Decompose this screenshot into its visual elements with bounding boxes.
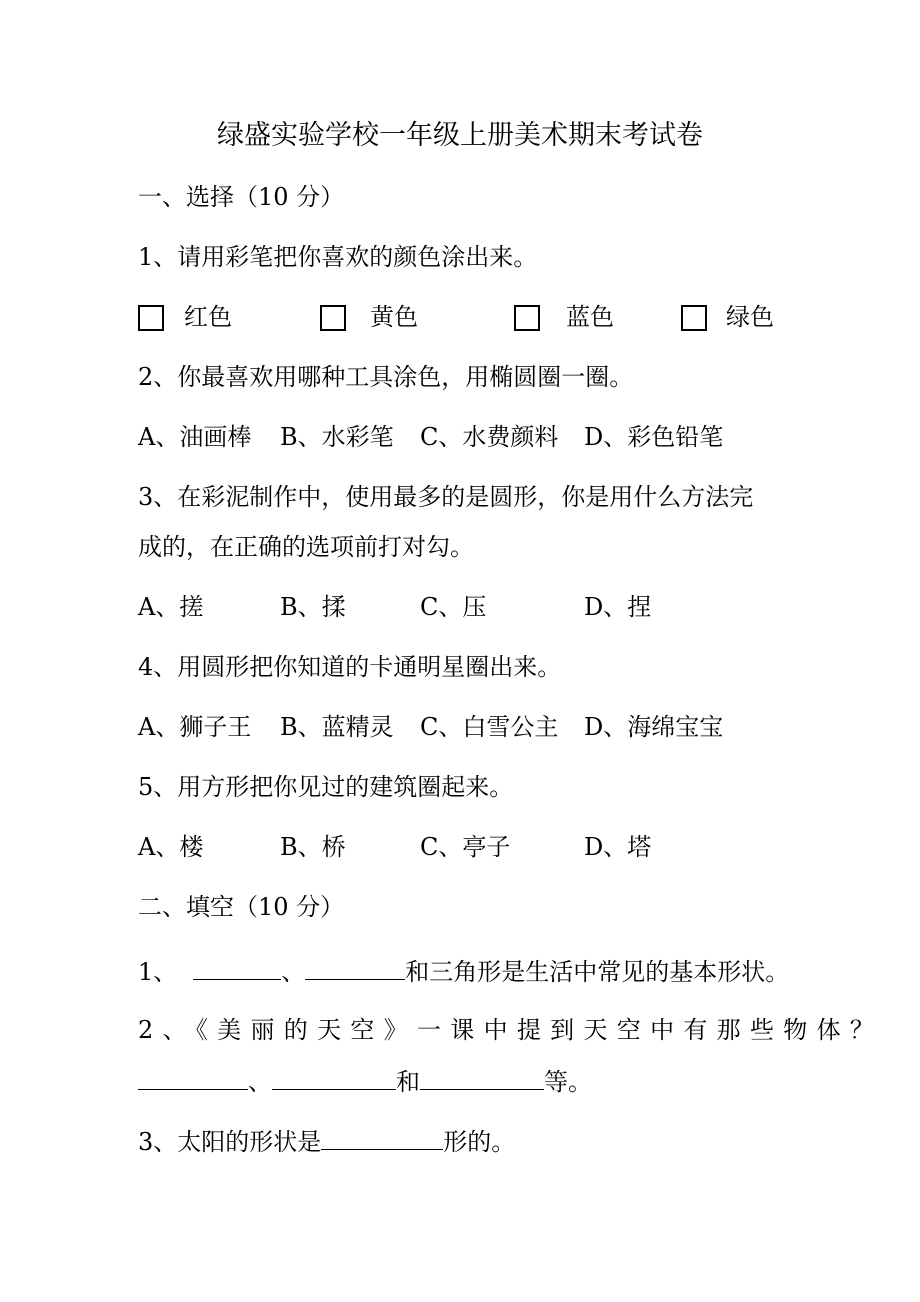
question-5: 5、用方形把你见过的建筑圈起来。	[138, 773, 514, 801]
q5-option-a[interactable]: A、楼	[138, 833, 204, 861]
q3-option-b[interactable]: B、揉	[280, 593, 346, 621]
checkbox-red[interactable]	[138, 305, 164, 331]
q5-option-c[interactable]: C、亭子	[420, 833, 511, 861]
fill-q2-blank-2[interactable]	[272, 1065, 396, 1090]
q4-option-b[interactable]: B、蓝精灵	[280, 713, 394, 741]
option-blue: 蓝色	[566, 303, 614, 331]
q4-option-a[interactable]: A、狮子王	[138, 713, 252, 741]
q2-option-c[interactable]: C、水费颜料	[420, 423, 559, 451]
color-options-row	[138, 302, 798, 334]
q4-option-c[interactable]: C、白雪公主	[420, 713, 559, 741]
option-green: 绿色	[726, 303, 774, 331]
fill-q1-sep: 、	[281, 958, 306, 986]
q5-option-d[interactable]: D、塔	[584, 833, 652, 861]
fill-q2-and: 和	[396, 1068, 420, 1096]
fill-q3-suffix: 形的。	[443, 1128, 516, 1156]
option-yellow: 黄色	[370, 303, 418, 331]
q5-option-b[interactable]: B、桥	[280, 833, 346, 861]
question-1: 1、请用彩笔把你喜欢的颜色涂出来。	[138, 243, 538, 271]
q4-options-row	[138, 712, 778, 742]
fill-question-1	[138, 955, 789, 987]
question-2: 2、你最喜欢用哪种工具涂色，用椭圆圈一圈。	[138, 363, 634, 391]
question-4: 4、用圆形把你知道的卡通明星圈出来。	[138, 653, 562, 681]
fill-q1-blank-2[interactable]	[305, 955, 405, 980]
fill-q2-suffix: 等。	[544, 1068, 592, 1096]
fill-q3-blank[interactable]	[321, 1125, 443, 1150]
question-3-line2: 成的，在正确的选项前打对勾。	[138, 533, 474, 561]
fill-q2-blank-1[interactable]	[138, 1065, 248, 1090]
q2-options-row	[138, 422, 778, 452]
fill-q1-suffix: 和三角形是生活中常见的基本形状。	[405, 958, 790, 986]
checkbox-green[interactable]	[681, 305, 707, 331]
option-red: 红色	[184, 303, 232, 331]
question-3-line1: 3、在彩泥制作中，使用最多的是圆形，你是用什么方法完	[138, 483, 754, 511]
checkbox-yellow[interactable]	[320, 305, 346, 331]
fill-q2-blank-3[interactable]	[420, 1065, 544, 1090]
section2-heading: 二、填空（10 分）	[138, 893, 345, 921]
q3-option-c[interactable]: C、压	[420, 593, 487, 621]
fill-q2-sep: 、	[248, 1068, 272, 1096]
q4-option-d[interactable]: D、海绵宝宝	[584, 713, 724, 741]
q2-option-d[interactable]: D、彩色铅笔	[584, 423, 724, 451]
fill-q3-prefix: 3、太阳的形状是	[138, 1128, 322, 1156]
fill-q1-prefix: 1、	[138, 958, 178, 986]
q2-option-b[interactable]: B、水彩笔	[280, 423, 394, 451]
q5-options-row	[138, 832, 698, 862]
fill-question-2-line1: 2、《美丽的天空》一课中提到天空中有那些物体？	[138, 1016, 884, 1044]
fill-question-3	[138, 1125, 515, 1157]
q3-options-row	[138, 592, 698, 622]
fill-q1-blank-1[interactable]	[193, 955, 281, 980]
page-title: 绿盛实验学校一年级上册美术期末考试卷	[217, 120, 703, 151]
q3-option-a[interactable]: A、搓	[138, 593, 204, 621]
q2-option-a[interactable]: A、油画棒	[138, 423, 252, 451]
section1-heading: 一、选择（10 分）	[138, 183, 345, 211]
checkbox-blue[interactable]	[514, 305, 540, 331]
q3-option-d[interactable]: D、捏	[584, 593, 652, 621]
fill-question-2-line2	[138, 1065, 592, 1097]
